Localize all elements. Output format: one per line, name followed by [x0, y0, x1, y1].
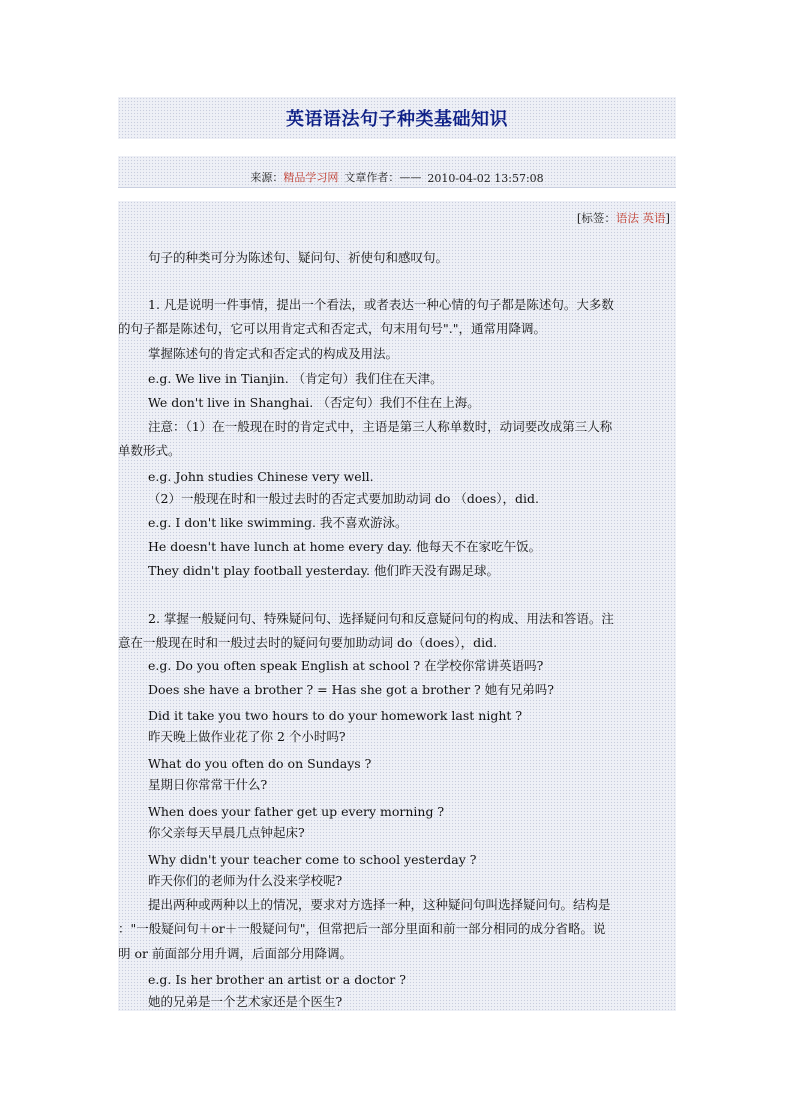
paragraph-line: 2. 掌握一般疑问句、特殊疑问句、选择疑问句和反意疑问句的构成、用法和答语。注 [148, 611, 614, 626]
paragraph-line: 她的兄弟是一个艺术家还是个医生? [148, 994, 343, 1009]
tag-open: [标签： [576, 211, 616, 225]
source-link[interactable]: 精品学习网 [283, 171, 339, 184]
paragraph-line: 注意：（1）在一般现在时的肯定式中，主语是第三人称单数时，动词要改成第三人称 [148, 419, 613, 434]
paragraph-line: 意在一般现在时和一般过去时的疑问句要加助动词 do（does），did. [118, 635, 498, 650]
title-bar [118, 97, 676, 139]
paragraph-line: 明 or 前面部分用升调，后面部分用降调。 [118, 946, 352, 961]
source-label: 来源： [250, 171, 284, 184]
paragraph-line: 昨天晚上做作业花了你 2 个小时吗? [148, 729, 346, 744]
paragraph-line: 1. 凡是说明一件事情，提出一个看法，或者表达一种心情的句子都是陈述句。大多数 [148, 297, 614, 312]
paragraph-line: When does your father get up every morning ? [148, 804, 445, 819]
paragraph-line: e.g. I don't like swimming. 我不喜欢游泳。 [148, 515, 408, 530]
paragraph-line: 句子的种类可分为陈述句、疑问句、祈使句和感叹句。 [148, 250, 449, 265]
paragraph-line: 提出两种或两种以上的情况，要求对方选择一种，这种疑问句叫选择疑问句。结构是 [148, 897, 611, 912]
article-meta [118, 156, 676, 188]
paragraph-line: Did it take you two hours to do your homework last night ? [148, 708, 523, 723]
paragraph-line: 掌握陈述句的肯定式和否定式的构成及用法。 [148, 346, 399, 361]
paragraph-line: 单数形式。 [118, 443, 181, 458]
paragraph-line: 星期日你常常干什么? [148, 777, 268, 792]
paragraph-line: ："一般疑问句＋or＋一般疑问句"，但常把后一部分里面和前一部分相同的成分省略。说 [118, 921, 606, 936]
paragraph-line: 昨天你们的老师为什么没来学校呢? [148, 873, 343, 888]
tag-list [577, 210, 670, 226]
paragraph-line: We don't live in Shanghai. （否定句）我们不住在上海。 [148, 395, 480, 410]
page-title: 英语语法句子种类基础知识 [286, 109, 508, 130]
paragraph-line: What do you often do on Sundays ? [148, 756, 372, 771]
paragraph-line: e.g. Is her brother an artist or a doctor ? [148, 972, 406, 987]
tag-close: ] [665, 211, 670, 225]
author-label: 文章作者：—— [344, 171, 422, 184]
article-body [118, 201, 676, 1011]
paragraph-line: e.g. We live in Tianjin. （肯定句）我们住在天津。 [148, 371, 443, 386]
paragraph-line: 的句子都是陈述句，它可以用肯定式和否定式，句末用句号"."，通常用降调。 [118, 321, 546, 336]
paragraph-line: 你父亲每天早晨几点钟起床? [148, 825, 305, 840]
paragraph-line: Why didn't your teacher come to school yesterday ? [148, 852, 477, 867]
paragraph-line: Does she have a brother ? = Has she got a brother ? 她有兄弟吗? [148, 682, 554, 697]
paragraph-line: He doesn't have lunch at home every day. 他每天不在家吃午饭。 [148, 539, 542, 554]
tag-link-english[interactable]: 英语 [642, 211, 666, 225]
tag-link-grammar[interactable]: 语法 [615, 211, 639, 225]
paragraph-line: e.g. John studies Chinese very well. [148, 469, 374, 484]
paragraph-line: They didn't play football yesterday. 他们昨天没有踢足球。 [148, 563, 499, 578]
paragraph-line: （2）一般现在时和一般过去时的否定式要加助动词 do （does），did. [148, 491, 539, 506]
paragraph-line: e.g. Do you often speak English at school ? 在学校你常讲英语吗? [148, 658, 544, 673]
publish-date: 2010-04-02 13:57:08 [427, 172, 544, 185]
